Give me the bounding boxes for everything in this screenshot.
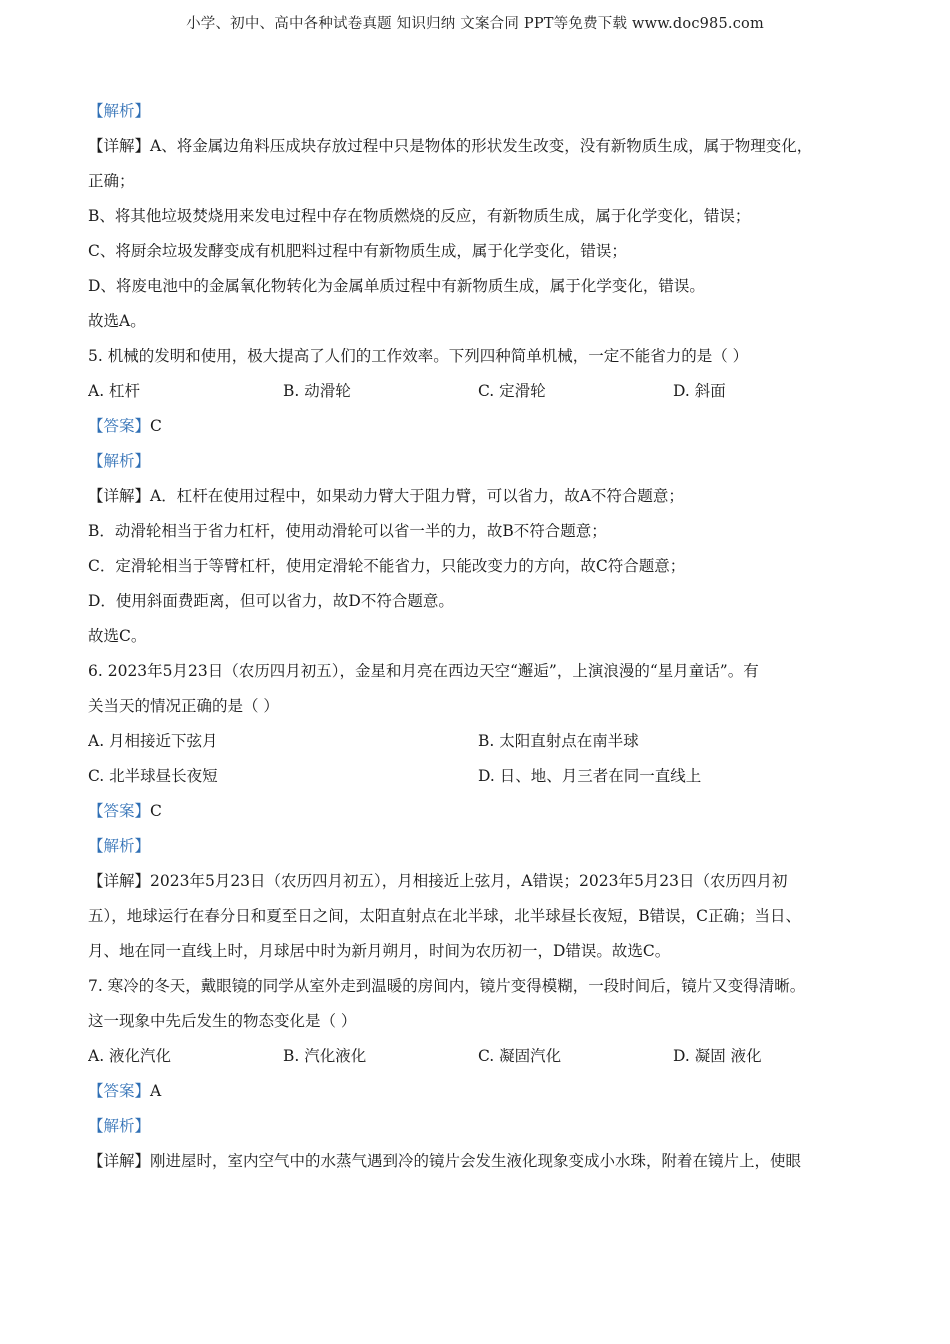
detail-tag: 【详解】 xyxy=(88,137,151,155)
detail-tag: 【详解】 xyxy=(88,872,151,890)
q7-option-a: A. 液化汽化 xyxy=(88,1047,172,1065)
q4-detail-d: D、将废电池中的金属氧化物转化为金属单质过程中有新物质生成，属于化学变化，错误。 xyxy=(88,277,705,295)
q5-answer xyxy=(88,409,868,444)
q6-option-a: A. 月相接近下弦月 xyxy=(88,732,218,750)
q4-detail-line xyxy=(88,129,868,164)
q7-answer xyxy=(88,1074,868,1109)
answer-tag: 【答案】 xyxy=(88,802,151,820)
document-body xyxy=(88,94,868,1179)
q6-option-b: B. 太阳直射点在南半球 xyxy=(478,732,639,750)
q6-answer-value: C xyxy=(150,802,162,820)
answer-tag: 【答案】 xyxy=(88,1082,151,1100)
analysis-tag: 【解析】 xyxy=(88,452,151,470)
analysis-tag: 【解析】 xyxy=(88,102,151,120)
q6-detail-line-2: 五），地球运行在春分日和夏至日之间，太阳直射点在北半球，北半球昼长夜短，B错误，C正确；当日、 xyxy=(88,907,802,925)
analysis-tag: 【解析】 xyxy=(88,1117,151,1135)
q5-answer-value: C xyxy=(150,417,162,435)
q4-detail-c: C、将厨余垃圾发酵变成有机肥料过程中有新物质生成，属于化学变化，错误； xyxy=(88,242,627,260)
q5-option-a: A. 杠杆 xyxy=(88,382,141,400)
q5-analysis-heading xyxy=(88,444,868,479)
q7-detail-text-1: 刚进屋时，室内空气中的水蒸气遇到冷的镜片会发生液化现象变成小水珠，附着在镜片上，使眼 xyxy=(150,1152,802,1170)
q6-stem-line-2: 关当天的情况正确的是（ ） xyxy=(88,697,279,715)
q6-options-row-1 xyxy=(88,724,868,759)
q4-analysis-heading xyxy=(88,94,868,129)
q7-option-b: B. 汽化液化 xyxy=(283,1047,367,1065)
q4-conclusion: 故选A。 xyxy=(88,312,146,330)
q6-detail-line-1 xyxy=(88,864,868,899)
q5-conclusion: 故选C。 xyxy=(88,627,147,645)
q4-detail-b: B、将其他垃圾焚烧用来发电过程中存在物质燃烧的反应，有新物质生成，属于化学变化，错误； xyxy=(88,207,751,225)
page-header: 小学、初中、高中各种试卷真题 知识归纳 文案合同 PPT等免费下载 www.doc985.com xyxy=(186,16,764,32)
detail-tag: 【详解】 xyxy=(88,1152,151,1170)
detail-tag: 【详解】 xyxy=(88,487,151,505)
q6-option-d: D. 日、地、月三者在同一直线上 xyxy=(478,767,702,785)
answer-tag: 【答案】 xyxy=(88,417,151,435)
q7-options xyxy=(88,1039,868,1074)
q5-detail-a xyxy=(88,479,868,514)
q7-option-d: D. 凝固 液化 xyxy=(673,1047,762,1065)
analysis-tag: 【解析】 xyxy=(88,837,151,855)
q6-stem-line-1: 6. 2023年5月23日（农历四月初五），金星和月亮在西边天空“邂逅”，上演浪漫的“星月童话”。有 xyxy=(88,662,759,680)
q6-detail-line-3: 月、地在同一直线上时，月球居中时为新月朔月，时间为农历初一，D错误。故选C。 xyxy=(88,942,671,960)
q6-detail-text-1: 2023年5月23日（农历四月初五），月相接近上弦月，A错误；2023年5月23日（农历四月初 xyxy=(150,872,788,890)
q6-analysis-heading xyxy=(88,829,868,864)
q5-detail-d: D．使用斜面费距离，但可以省力，故D不符合题意。 xyxy=(88,592,454,610)
q7-stem-line-2: 这一现象中先后发生的物态变化是（ ） xyxy=(88,1012,357,1030)
q5-stem: 5. 机械的发明和使用，极大提高了人们的工作效率。下列四种简单机械，一定不能省力的是（ ） xyxy=(88,347,749,365)
q7-stem-line-1: 7. 寒冷的冬天，戴眼镜的同学从室外走到温暖的房间内，镜片变得模糊，一段时间后，镜片又变得清晰。 xyxy=(88,977,806,995)
q6-option-c: C. 北半球昼长夜短 xyxy=(88,767,218,785)
q7-analysis-heading xyxy=(88,1109,868,1144)
q7-detail-line-1 xyxy=(88,1144,868,1179)
q4-detail-text: A、将金属边角料压成块存放过程中只是物体的形状发生改变，没有新物质生成，属于物理变化， xyxy=(150,137,813,155)
q5-option-b: B. 动滑轮 xyxy=(283,382,351,400)
q5-detail-b: B．动滑轮相当于省力杠杆，使用动滑轮可以省一半的力，故B不符合题意； xyxy=(88,522,607,540)
q6-options-row-2 xyxy=(88,759,868,794)
q5-options xyxy=(88,374,868,409)
q5-option-c: C. 定滑轮 xyxy=(478,382,546,400)
q5-detail-c: C．定滑轮相当于等臂杠杆，使用定滑轮不能省力，只能改变力的方向，故C符合题意； xyxy=(88,557,686,575)
q4-detail-line-2: 正确； xyxy=(88,172,135,190)
q5-option-d: D. 斜面 xyxy=(673,382,726,400)
q6-answer xyxy=(88,794,868,829)
q7-option-c: C. 凝固汽化 xyxy=(478,1047,562,1065)
q5-detail-a-text: A．杠杆在使用过程中，如果动力臂大于阻力臂，可以省力，故A不符合题意； xyxy=(150,487,684,505)
q7-answer-value: A xyxy=(150,1082,162,1100)
